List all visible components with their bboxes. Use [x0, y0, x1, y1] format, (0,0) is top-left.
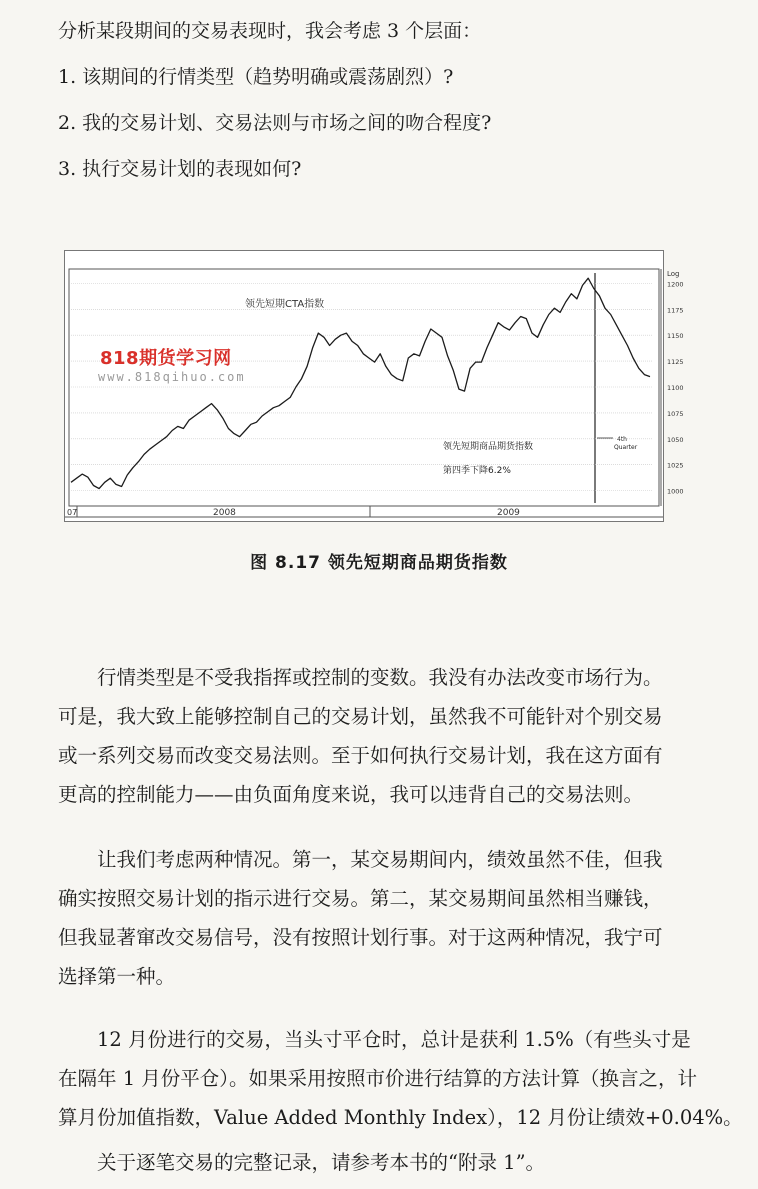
y-tick-label: 1100	[667, 384, 684, 392]
paragraph-4	[58, 1143, 748, 1182]
x-label-2008: 2008	[213, 508, 236, 518]
y-tick-label: 1000	[667, 487, 684, 496]
watermark-url: www.818qihuo.com	[98, 370, 246, 384]
y-tick-label: 1125	[667, 358, 684, 367]
intro-lead: 分析某段期间的交易表现时，我会考虑 3 个层面：	[58, 20, 482, 42]
y-tick-label: 1050	[667, 435, 684, 444]
scale-label: Log	[667, 270, 680, 278]
y-tick-label: 1025	[667, 461, 684, 470]
chart-title: 领先短期CTA指数	[245, 299, 325, 310]
y-tick-label: 1150	[667, 332, 684, 341]
paragraph-line: 关于逐笔交易的完整记录，请参考本书的“附录 1”。	[58, 1151, 546, 1174]
paragraph-2	[58, 840, 748, 996]
x-label-07: 07	[67, 508, 78, 517]
paragraph-line: 确实按照交易计划的指示进行交易。第二，某交易期间虽然相当赚钱，	[58, 887, 663, 910]
figure-caption: 图 8.17 领先短期商品期货指数	[250, 553, 508, 573]
paragraph-line: 但我显著窜改交易信号，没有按照计划行事。对于这两种情况，我宁可	[58, 926, 663, 949]
paragraph-line: 行情类型是不受我指挥或控制的变数。我没有办法改变市场行为。	[58, 666, 663, 689]
paragraph-1	[58, 658, 748, 814]
paragraph-line: 更高的控制能力——由负面角度来说，我可以违背自己的交易法则。	[58, 783, 644, 806]
figure-chart	[64, 250, 684, 522]
paragraph-3	[58, 1020, 748, 1137]
annotation-name: 领先短期商品期货指数	[443, 442, 534, 452]
intro-item-3: 3. 执行交易计划的表现如何?	[58, 158, 302, 180]
paragraph-line: 可是，我大致上能够控制自己的交易计划，虽然我不可能针对个别交易	[58, 705, 663, 728]
quarter-label-1: 4th	[617, 436, 627, 443]
watermark-logo: 818期货学习网	[100, 348, 232, 369]
paragraph-line: 选择第一种。	[58, 965, 176, 988]
y-tick-label: 1200	[667, 280, 684, 289]
quarter-label-2: Quarter	[614, 444, 638, 451]
intro-item-1: 1. 该期间的行情类型（趋势明确或震荡剧烈）?	[58, 66, 454, 88]
paragraph-line: 算月份加值指数，Value Added Monthly Index），12 月份让绩效+0.04%。	[58, 1106, 743, 1129]
index-line-chart	[65, 251, 684, 521]
paragraph-line: 让我们考虑两种情况。第一，某交易期间内，绩效虽然不佳，但我	[58, 848, 663, 871]
x-label-2009: 2009	[497, 508, 520, 518]
paragraph-line: 或一系列交易而改变交易法则。至于如何执行交易计划，我在这方面有	[58, 744, 663, 767]
y-tick-label: 1175	[667, 306, 684, 315]
paragraph-line: 12 月份进行的交易，当头寸平仓时，总计是获利 1.5%（有些头寸是	[58, 1028, 691, 1051]
plot-area-border	[69, 269, 659, 506]
annotation-change: 第四季下降6.2%	[443, 466, 511, 476]
intro-item-2: 2. 我的交易计划、交易法则与市场之间的吻合程度?	[58, 112, 492, 134]
y-tick-label: 1075	[667, 409, 684, 418]
paragraph-line: 在隔年 1 月份平仓）。如果采用按照市价进行结算的方法计算（换言之，计	[58, 1067, 698, 1090]
